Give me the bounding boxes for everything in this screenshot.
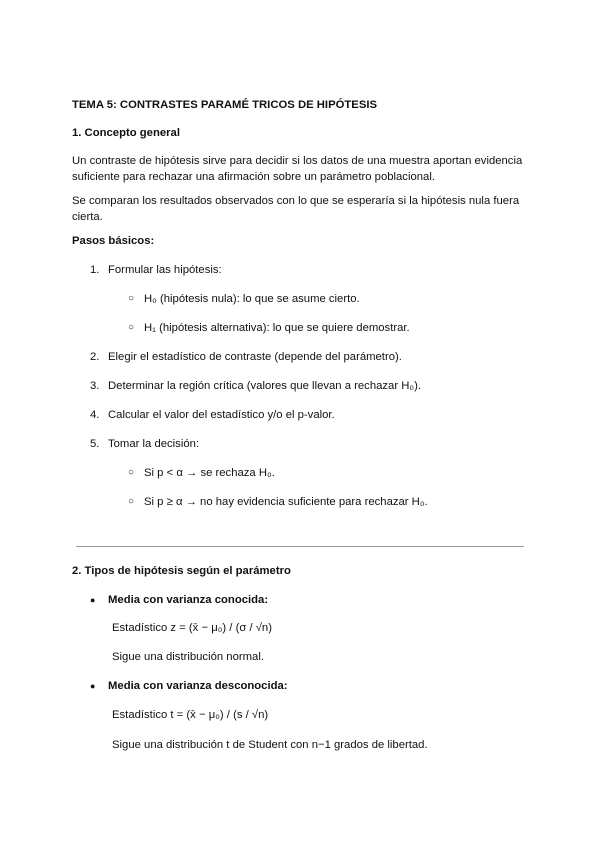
paragraph-concept: Un contraste de hipótesis sirve para decidir si los datos de una muestra aportan evidencia suficiente para rechazar una afirmación sobre un parámetro poblacional. — [72, 155, 523, 183]
step-text: Tomar la decisión: — [108, 438, 200, 450]
steps-heading: Pasos básicos: — [72, 235, 155, 247]
step-text: Determinar la región crítica (valores que llevan a rechazar H₀). — [108, 380, 421, 392]
step-text: Calcular el valor del estadístico y/o el p-valor. — [108, 409, 335, 421]
sub-item-h1: H₁ (hipótesis alternativa): lo que se quiere demostrar. — [144, 322, 410, 334]
horizontal-rule — [76, 546, 524, 547]
step-text: Elegir el estadístico de contraste (depende del parámetro). — [108, 351, 402, 363]
sub-item-h0: H₀ (hipótesis nula): lo que se asume cierto. — [144, 293, 360, 305]
step-number: 5. — [90, 438, 100, 450]
paragraph-comparison: Se comparan los resultados observados con lo que se esperaría si la hipótesis nula fuera cierta. — [72, 195, 520, 223]
sub-bullet-marker: ○ — [128, 322, 135, 333]
sub-item-reject: Si p < α → se rechaza H₀. — [144, 467, 275, 479]
step-number: 3. — [90, 380, 100, 392]
bullet-marker: ● — [90, 681, 96, 691]
sub-bullet-marker: ○ — [128, 467, 135, 478]
section-1-heading: 1. Concepto general — [72, 127, 180, 139]
step-number: 4. — [90, 409, 100, 421]
bullet-marker: ● — [90, 595, 96, 605]
document-title: TEMA 5: CONTRASTES PARAMÉ TRICOS DE HIPÓTESIS — [72, 99, 378, 111]
formula-z: Estadístico z = (x̄ − μ₀) / (σ / √n) — [112, 622, 272, 634]
note-normal: Sigue una distribución normal. — [112, 651, 264, 663]
item-label-unknown-variance: Media con varianza desconocida: — [108, 680, 288, 692]
note-student: Sigue una distribución t de Student con n−1 grados de libertad. — [112, 739, 428, 751]
section-2-heading: 2. Tipos de hipótesis según el parámetro — [72, 565, 291, 577]
step-text: Formular las hipótesis: — [108, 264, 222, 276]
formula-t: Estadístico t = (x̄ − μ₀) / (s / √n) — [112, 709, 269, 721]
step-number: 2. — [90, 351, 100, 363]
sub-item-no-reject: Si p ≥ α → no hay evidencia suficiente para rechazar H₀. — [144, 496, 428, 508]
sub-bullet-marker: ○ — [128, 496, 135, 507]
step-number: 1. — [90, 264, 100, 276]
item-label-known-variance: Media con varianza conocida: — [108, 594, 269, 606]
sub-bullet-marker: ○ — [128, 293, 135, 304]
